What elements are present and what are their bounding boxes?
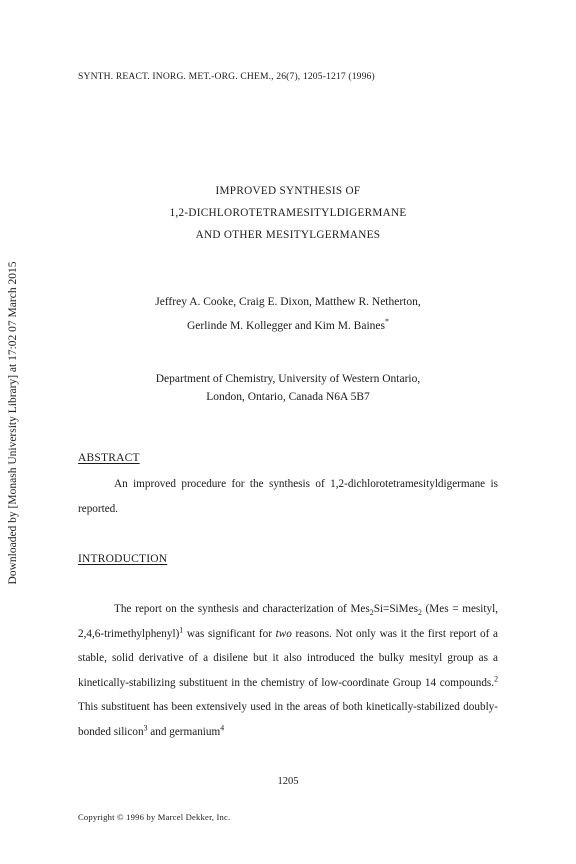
ref-3: 3 xyxy=(143,722,148,732)
article-title xyxy=(0,180,576,246)
authors-line-2 xyxy=(0,314,576,338)
intro-text-d: was significant for xyxy=(183,627,276,640)
title-line-2: 1,2-DICHLOROTETRAMESITYLDIGERMANE xyxy=(169,207,407,219)
author-list xyxy=(0,290,576,338)
intro-text-c: (Mes = mesityl, 2,4,6-trimethylphenyl) xyxy=(78,603,498,640)
ref-2: 2 xyxy=(494,673,498,683)
copyright-notice: Copyright © 1996 by Marcel Dekker, Inc. xyxy=(78,812,231,822)
introduction-heading: INTRODUCTION xyxy=(78,553,168,565)
abstract-text: An improved procedure for the synthesis of 1,2-dichlorotetramesityldigermane is reported. xyxy=(78,478,498,515)
authors-line-2-text: Gerlinde M. Kollegger and Kim M. Baines xyxy=(186,320,385,332)
intro-text-a: The report on the synthesis and characterization of Mes xyxy=(114,603,370,615)
intro-subscript-1: 2 xyxy=(369,608,374,618)
authors-line-1: Jeffrey A. Cooke, Craig E. Dixon, Matthew R. Netherton, xyxy=(155,296,421,308)
affiliation-line-2: London, Ontario, Canada N6A 5B7 xyxy=(206,391,370,403)
intro-text-f: This substituent has been extensively used in the areas of both kinetically-stabilized doubly-bonded silicon xyxy=(78,701,498,738)
intro-emphasis: two xyxy=(275,627,292,640)
ref-4: 4 xyxy=(220,722,225,732)
intro-subscript-2: 2 xyxy=(417,608,422,618)
title-line-1: IMPROVED SYNTHESIS OF xyxy=(215,185,361,197)
affiliation-line-1: Department of Chemistry, University of Western Ontario, xyxy=(155,373,421,385)
introduction-paragraph xyxy=(78,597,498,744)
journal-header: SYNTH. REACT. INORG. MET.-ORG. CHEM., 26(7), 1205-1217 (1996) xyxy=(78,71,375,82)
abstract-heading: ABSTRACT xyxy=(78,452,140,464)
affiliation xyxy=(0,370,576,406)
intro-text-g: and germanium xyxy=(147,725,221,738)
ref-1: 1 xyxy=(179,624,184,634)
download-watermark: Downloaded by [Monash University Library] at 17:02 07 March 2015 xyxy=(7,261,19,585)
page-number: 1205 xyxy=(277,776,299,787)
intro-text-b: Si=SiMes xyxy=(373,603,418,615)
corresponding-author-mark: * xyxy=(384,317,390,327)
title-line-3: AND OTHER MESITYLGERMANES xyxy=(195,229,381,241)
intro-text-e: reasons. Not only was it the first report of a stable, solid derivative of a disilene but it also introduced the bulky mesityl group as a kinetically-stabilizing substituent in the chemistry of low-coordinate Group 14 compounds. xyxy=(78,627,498,689)
